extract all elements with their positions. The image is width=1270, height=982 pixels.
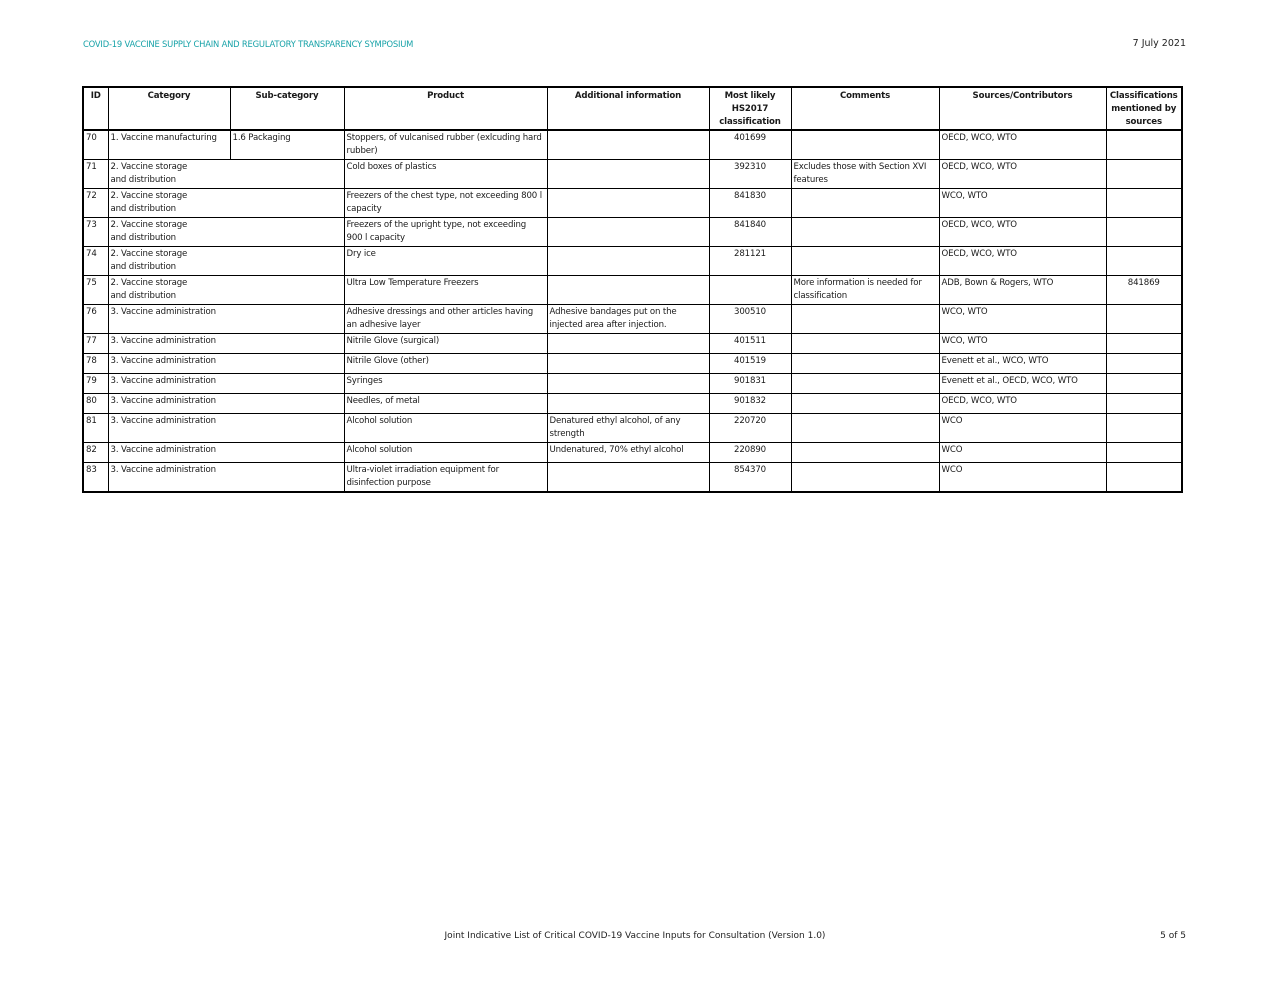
document-header-title: COVID-19 VACCINE SUPPLY CHAIN AND REGULATORY TRANSPARENCY SYMPOSIUM [83, 39, 414, 49]
cell-comments [791, 394, 939, 414]
table-row [83, 276, 1182, 305]
cell-id: 81 [83, 414, 108, 443]
cell-category: 2. Vaccine storage and distribution [108, 276, 344, 305]
cell-mentioned [1106, 463, 1182, 493]
cell-comments [791, 305, 939, 334]
cell-additional [547, 354, 709, 374]
cell-sources: WCO, WTO [939, 189, 1106, 218]
column-header-category: Category [108, 87, 230, 130]
cell-category: 3. Vaccine administration [108, 414, 344, 443]
cell-product: Alcohol solution [344, 443, 547, 463]
cell-hs: 901832 [709, 394, 791, 414]
cell-comments [791, 218, 939, 247]
cell-sources: OECD, WCO, WTO [939, 218, 1106, 247]
table-row [83, 189, 1182, 218]
cell-id: 79 [83, 374, 108, 394]
column-header-id: ID [83, 87, 108, 130]
cell-category: 2. Vaccine storage and distribution [108, 247, 344, 276]
table-row [83, 218, 1182, 247]
cell-hs: 220890 [709, 443, 791, 463]
cell-product: Adhesive dressings and other articles having an adhesive layer [344, 305, 547, 334]
cell-hs: 220720 [709, 414, 791, 443]
cell-product: Freezers of the upright type, not exceeding 900 l capacity [344, 218, 547, 247]
cell-hs: 841840 [709, 218, 791, 247]
cell-additional [547, 189, 709, 218]
cell-additional [547, 130, 709, 160]
cell-mentioned [1106, 130, 1182, 160]
cell-mentioned [1106, 354, 1182, 374]
page-number: 5 of 5 [1160, 931, 1186, 941]
cell-additional [547, 218, 709, 247]
cell-additional [547, 463, 709, 493]
cell-comments [791, 130, 939, 160]
cell-additional: Adhesive bandages put on the injected area after injection. [547, 305, 709, 334]
cell-mentioned [1106, 394, 1182, 414]
cell-additional [547, 160, 709, 189]
cell-hs: 401699 [709, 130, 791, 160]
cell-category: 3. Vaccine administration [108, 334, 344, 354]
column-header-hs2017-classification: Most likely HS2017 classification [709, 87, 791, 130]
cell-comments [791, 414, 939, 443]
cell-id: 77 [83, 334, 108, 354]
cell-mentioned [1106, 218, 1182, 247]
column-header-sources: Sources/Contributors [939, 87, 1106, 130]
cell-comments: More information is needed for classification [791, 276, 939, 305]
cell-category: 3. Vaccine administration [108, 305, 344, 334]
table-row [83, 160, 1182, 189]
table-row [83, 374, 1182, 394]
cell-product: Stoppers, of vulcanised rubber (exlcuding hard rubber) [344, 130, 547, 160]
cell-product: Ultra Low Temperature Freezers [344, 276, 547, 305]
cell-hs: 392310 [709, 160, 791, 189]
cell-hs: 401511 [709, 334, 791, 354]
cell-additional [547, 247, 709, 276]
cell-sources: OECD, WCO, WTO [939, 247, 1106, 276]
cell-sources: OECD, WCO, WTO [939, 160, 1106, 189]
cell-comments: Excludes those with Section XVI features [791, 160, 939, 189]
cell-additional [547, 394, 709, 414]
cell-product: Alcohol solution [344, 414, 547, 443]
cell-category: 3. Vaccine administration [108, 374, 344, 394]
table-row [83, 443, 1182, 463]
cell-hs: 401519 [709, 354, 791, 374]
cell-id: 80 [83, 394, 108, 414]
cell-mentioned [1106, 160, 1182, 189]
cell-sources: OECD, WCO, WTO [939, 130, 1106, 160]
cell-id: 83 [83, 463, 108, 493]
table-row [83, 247, 1182, 276]
cell-category: 3. Vaccine administration [108, 354, 344, 374]
cell-category: 3. Vaccine administration [108, 463, 344, 493]
cell-category: 3. Vaccine administration [108, 443, 344, 463]
table-row [83, 334, 1182, 354]
cell-id: 75 [83, 276, 108, 305]
cell-mentioned [1106, 414, 1182, 443]
cell-product: Syringes [344, 374, 547, 394]
cell-id: 76 [83, 305, 108, 334]
cell-category: 3. Vaccine administration [108, 394, 344, 414]
cell-additional: Undenatured, 70% ethyl alcohol [547, 443, 709, 463]
cell-product: Needles, of metal [344, 394, 547, 414]
cell-id: 70 [83, 130, 108, 160]
cell-sources: OECD, WCO, WTO [939, 394, 1106, 414]
cell-hs [709, 276, 791, 305]
cell-additional [547, 276, 709, 305]
cell-hs: 901831 [709, 374, 791, 394]
cell-product: Nitrile Glove (other) [344, 354, 547, 374]
cell-additional: Denatured ethyl alcohol, of any strength [547, 414, 709, 443]
column-header-product: Product [344, 87, 547, 130]
table-header-row [83, 87, 1182, 130]
column-header-classifications-mentioned: Classifications mentioned by sources [1106, 87, 1182, 130]
cell-comments [791, 354, 939, 374]
cell-sources: ADB, Bown & Rogers, WTO [939, 276, 1106, 305]
cell-product: Cold boxes of plastics [344, 160, 547, 189]
cell-comments [791, 463, 939, 493]
cell-sources: WCO [939, 463, 1106, 493]
cell-product: Nitrile Glove (surgical) [344, 334, 547, 354]
cell-hs: 841830 [709, 189, 791, 218]
cell-product: Ultra-violet irradiation equipment for disinfection purpose [344, 463, 547, 493]
cell-sources: WCO, WTO [939, 305, 1106, 334]
cell-category: 2. Vaccine storage and distribution [108, 218, 344, 247]
cell-mentioned [1106, 334, 1182, 354]
cell-category: 1. Vaccine manufacturing [108, 130, 230, 160]
cell-sources: WCO, WTO [939, 334, 1106, 354]
cell-mentioned [1106, 247, 1182, 276]
column-header-comments: Comments [791, 87, 939, 130]
cell-product: Freezers of the chest type, not exceeding 800 l capacity [344, 189, 547, 218]
cell-comments [791, 247, 939, 276]
cell-mentioned [1106, 189, 1182, 218]
cell-product: Dry ice [344, 247, 547, 276]
vaccine-inputs-table [82, 86, 1183, 493]
cell-hs: 854370 [709, 463, 791, 493]
table-row [83, 354, 1182, 374]
cell-id: 78 [83, 354, 108, 374]
table-row [83, 305, 1182, 334]
cell-additional [547, 374, 709, 394]
document-footer-title: Joint Indicative List of Critical COVID-19 Vaccine Inputs for Consultation (Version 1.0) [444, 931, 826, 941]
cell-comments [791, 334, 939, 354]
cell-sources: WCO [939, 414, 1106, 443]
cell-id: 73 [83, 218, 108, 247]
table-row [83, 463, 1182, 493]
cell-sources: WCO [939, 443, 1106, 463]
table-row [83, 130, 1182, 160]
cell-mentioned [1106, 305, 1182, 334]
cell-mentioned [1106, 374, 1182, 394]
cell-sources: Evenett et al., WCO, WTO [939, 354, 1106, 374]
cell-hs: 300510 [709, 305, 791, 334]
cell-mentioned [1106, 443, 1182, 463]
cell-subcategory: 1.6 Packaging [230, 130, 344, 160]
table-row [83, 414, 1182, 443]
document-header-date: 7 July 2021 [1132, 38, 1186, 49]
cell-id: 74 [83, 247, 108, 276]
cell-id: 82 [83, 443, 108, 463]
cell-comments [791, 189, 939, 218]
cell-sources: Evenett et al., OECD, WCO, WTO [939, 374, 1106, 394]
column-header-additional-information: Additional information [547, 87, 709, 130]
cell-id: 71 [83, 160, 108, 189]
table-row [83, 394, 1182, 414]
cell-hs: 281121 [709, 247, 791, 276]
column-header-subcategory: Sub-category [230, 87, 344, 130]
cell-category: 2. Vaccine storage and distribution [108, 189, 344, 218]
cell-id: 72 [83, 189, 108, 218]
cell-comments [791, 443, 939, 463]
cell-mentioned: 841869 [1106, 276, 1182, 305]
cell-additional [547, 334, 709, 354]
cell-comments [791, 374, 939, 394]
cell-category: 2. Vaccine storage and distribution [108, 160, 344, 189]
